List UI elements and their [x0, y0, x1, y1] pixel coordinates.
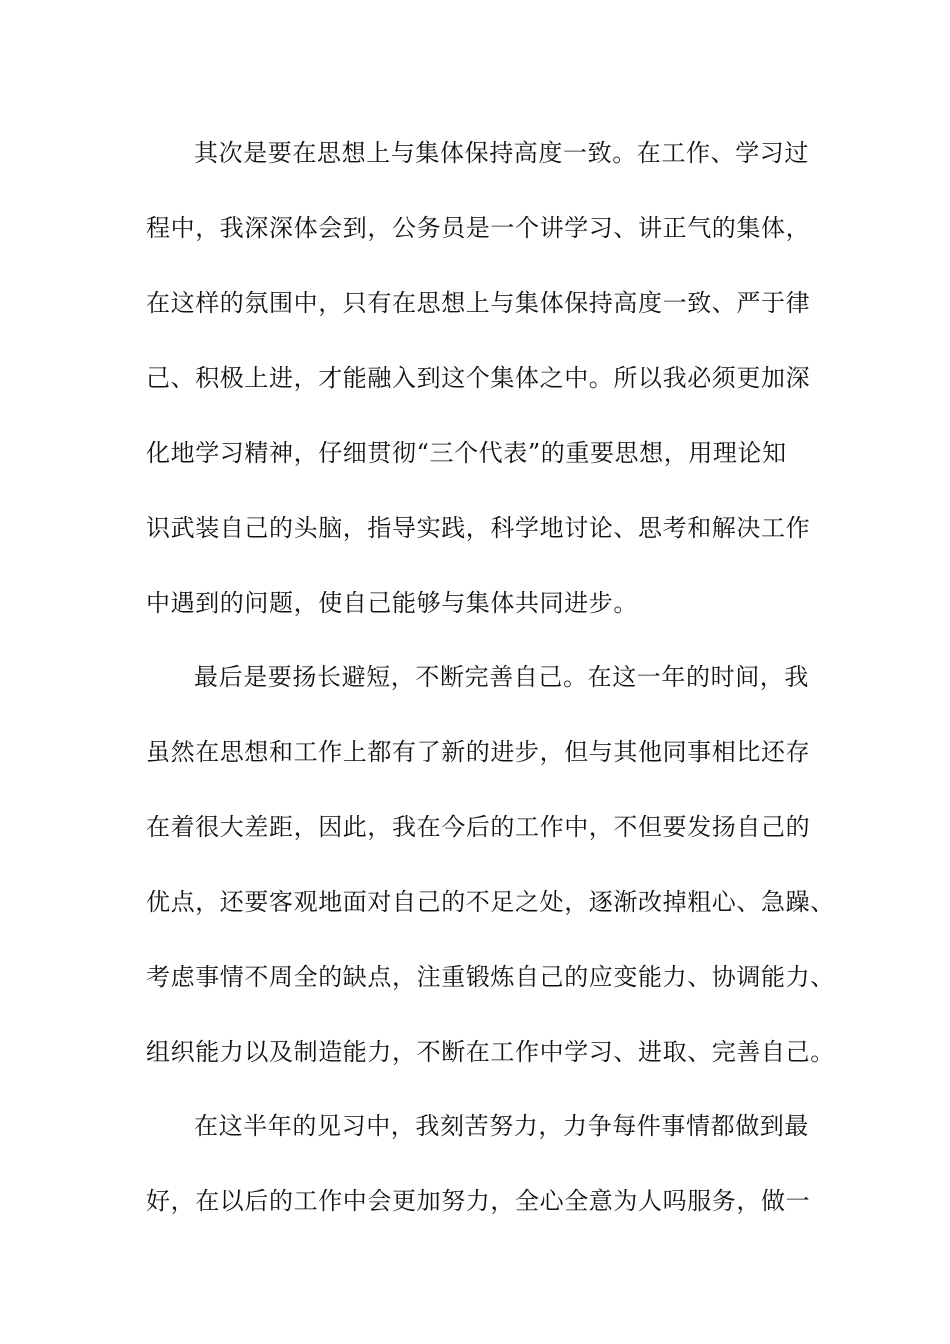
paragraph-1-line-3: 在这样的氛围中，只有在思想上与集体保持高度一致、严于律: [146, 289, 811, 317]
paragraph-3-line-2: 好，在以后的工作中会更加努力，全心全意为人吗服务，做一: [146, 1187, 811, 1215]
paragraph-2-line-5: 考虑事情不周全的缺点，注重锻炼自己的应变能力、协调能力、: [146, 963, 835, 991]
paragraph-2-line-6: 组织能力以及制造能力，不断在工作中学习、进取、完善自己。: [146, 1038, 835, 1066]
paragraph-2-line-2: 虽然在思想和工作上都有了新的进步，但与其他同事相比还存: [146, 738, 811, 766]
paragraph-1-line-7: 中遇到的问题，使自己能够与集体共同进步。: [146, 589, 638, 617]
paragraph-1-line-4: 己、积极上进，才能融入到这个集体之中。所以我必须更加深: [146, 364, 811, 392]
paragraph-1-line-5: 化地学习精神，仔细贯彻“三个代表”的重要思想，用理论知: [146, 439, 787, 467]
paragraph-1-line-2: 程中，我深深体会到，公务员是一个讲学习、讲正气的集体，: [146, 214, 811, 242]
paragraph-1-line-6: 识武装自己的头脑，指导实践，科学地讨论、思考和解决工作: [146, 514, 811, 542]
paragraph-2-line-4: 优点，还要客观地面对自己的不足之处，逐渐改掉粗心、急躁、: [146, 888, 835, 916]
paragraph-2-line-3: 在着很大差距，因此，我在今后的工作中，不但要发扬自己的: [146, 813, 811, 841]
paragraph-2-line-1: 最后是要扬长避短，不断完善自己。在这一年的时间，我: [194, 663, 809, 691]
paragraph-1-line-1: 其次是要在思想上与集体保持高度一致。在工作、学习过: [194, 139, 809, 167]
paragraph-3-line-1: 在这半年的见习中，我刻苦努力，力争每件事情都做到最: [194, 1112, 809, 1140]
